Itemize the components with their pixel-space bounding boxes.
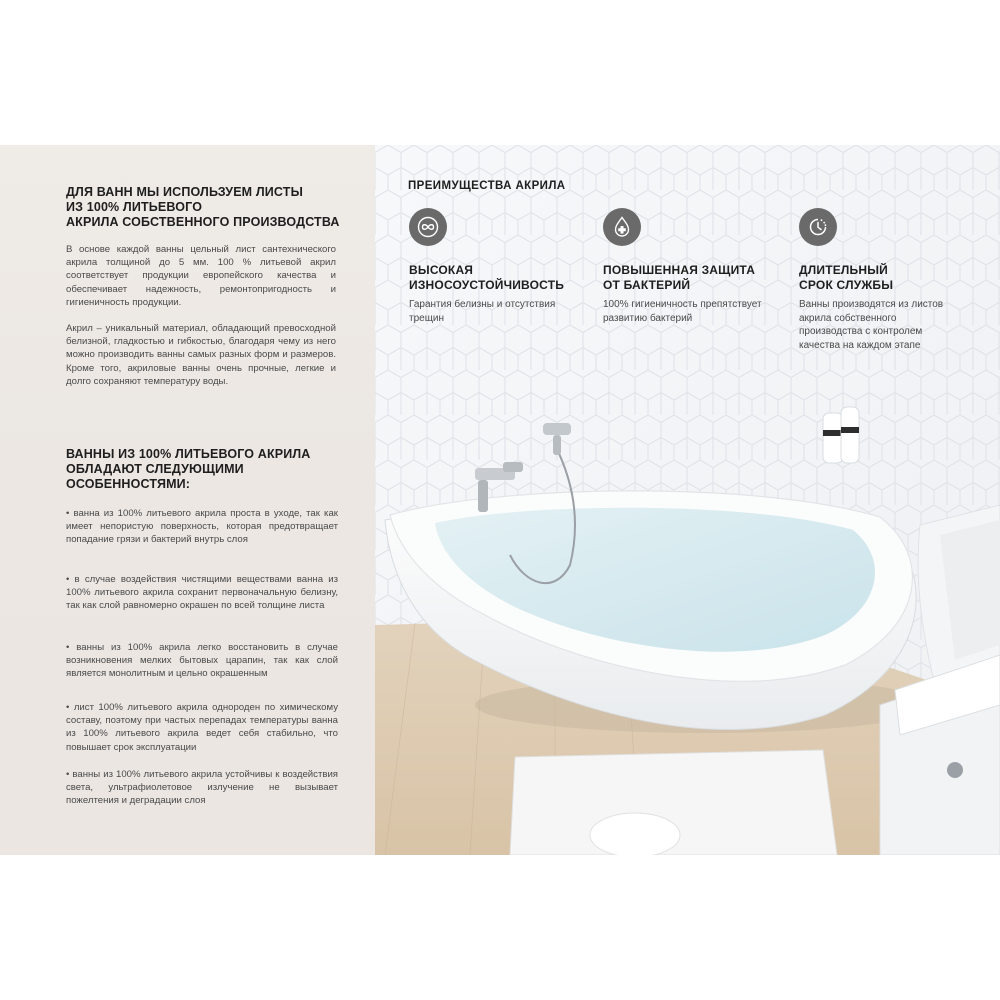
advantage-description: Ванны производятся из листов акрила собственного производства с контролем качества на каждом этапе [799,299,944,351]
brochure-page [0,145,1000,855]
advantage-title: ДЛИТЕЛЬНЫЙ СРОК СЛУЖБЫ [799,263,894,292]
material-paragraph: Акрил – уникальный материал, обладающий превосходной белизной, гладкостью и гибкостью, благодаря чему из него можно производить ванны самых разных форм и размеров. Кроме того, акриловые ванны очень прочные, легкие и долго сохраняют температуру воды. [66,323,336,387]
advantage-description: Гарантия белизны и отсутствия трещин [409,299,556,324]
feature-bullet: • ванны из 100% акрила легко восстановить в случае возникновения мелких бытовых царапин, так как слой является монолитным и цельно окрашенным [66,642,338,680]
advantage-wear-resistance [409,208,599,325]
clock-icon [799,208,837,246]
advantages-title: ПРЕИМУЩЕСТВА АКРИЛА [408,180,566,192]
section-heading-features: ВАННЫ ИЗ 100% ЛИТЬЕВОГО АКРИЛА ОБЛАДАЮТ СЛЕДУЮЩИМИ ОСОБЕННОСТЯМИ: [66,447,311,491]
advantage-antibacterial [603,208,793,325]
feature-bullet: • ванны из 100% литьевого акрила устойчивы к воздействия света, ультрафиолетовое излучение не вызывает пожелтения и деградации слоя [66,769,338,807]
infinity-icon [409,208,447,246]
advantage-long-life [799,208,989,352]
feature-bullet: • лист 100% литьевого акрила однороден по химическому составу, поэтому при частых перепадах температуры ванна из 100% литьевого акрила ведет себя стабильно, что повышает срок эксплуатации [66,702,338,753]
feature-bullet: • в случае воздействия чистящими веществами ванна из 100% литьевого акрила сохранит первоначальную белизну, так как слой равномерно окрашен по всей толщине листа [66,574,338,612]
feature-bullet: • ванна из 100% литьевого акрила проста в уходе, так как имеет непористую поверхность, которая предотвращает попадание грязи и бактерий внутрь слоя [66,508,338,546]
advantage-title: ПОВЫШЕННАЯ ЗАЩИТА ОТ БАКТЕРИЙ [603,263,756,292]
section-heading-acrylic-sheets: ДЛЯ ВАНН МЫ ИСПОЛЬЗУЕМ ЛИСТЫ ИЗ 100% ЛИТЬЕВОГО АКРИЛА СОБСТВЕННОГО ПРОИЗВОДСТВА [66,185,340,229]
drop-cross-icon [603,208,641,246]
advantage-title: ВЫСОКАЯ ИЗНОСОУСТОЙЧИВОСТЬ [409,263,565,292]
advantage-description: 100% гигиеничность препятствует развитию бактерий [603,299,762,324]
intro-paragraph: В основе каждой ванны цельный лист сантехнического акрила толщиной до 5 мм. 100 % литьевой акрил соответствует продукции европейского качества и обеспечивает надежность, ремонтопригодность и гигиеничность продукции. [66,244,336,308]
text-column [0,145,375,855]
